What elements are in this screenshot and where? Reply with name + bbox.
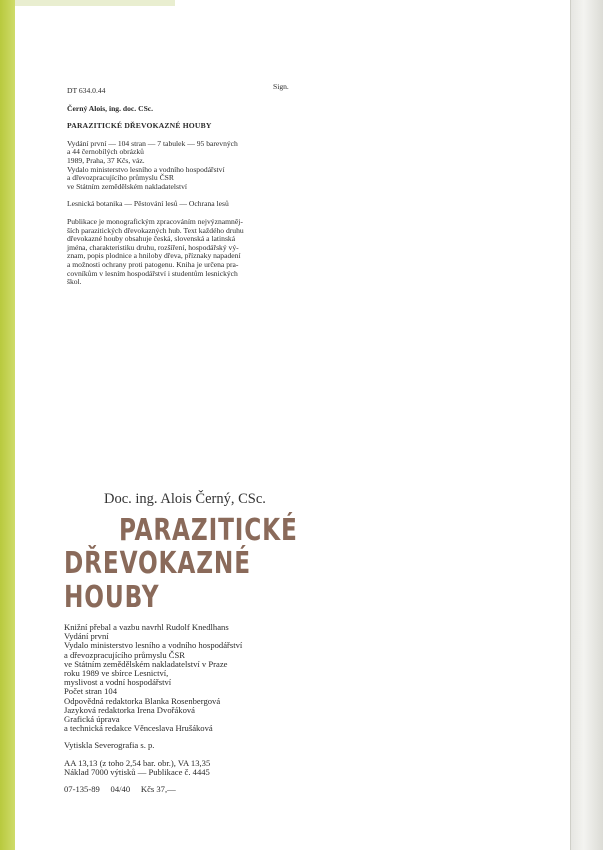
credit-line: Jazyková redaktorka Irena Dvořáková [64,704,195,715]
credits [64,623,364,794]
card-title: PARAZITICKÉ DŘEVOKAZNÉ HOUBY [67,121,212,131]
edition-line: Vydání první — 104 stran — 7 tabulek — 95 barevných [67,138,238,148]
credit-line: Knižní přebal a vazbu navrhl Rudolf Knedlhans [64,622,229,632]
imprint-section [64,491,364,794]
edition-line: Vydalo ministerstvo lesního a vodního hospodářství [67,164,225,174]
credit-line: Vydalo ministerstvo lesního a vodního hospodářství [64,640,243,651]
credit-line: a technická redakce Věnceslava Hrušáková [64,723,213,734]
card-author: Černý Alois, ing. doc. CSc. [67,103,154,113]
credit-line: roku 1989 ve sbírce Lesnictví, [64,668,169,679]
book-title-line-1: PARAZITICKÉ [119,513,298,548]
edition-line: a dřevozpracujícího průmyslu ČSR [67,173,174,183]
abstract-line: dřevokazné houby obsahuje česká, slovenská a latinská [67,234,236,244]
credit-line: Vydání první [64,631,109,642]
credit-line: Počet stran 104 [64,686,117,697]
subject-tags: Lesnická botanika — Pěstování lesů — Ochrana lesů [67,199,229,209]
catalog-code: DT 634.0.44 [67,86,106,95]
abstract-line: covníkům v lesním hospodářství i studentům lesnických [67,268,238,278]
footer-code: 07-135-89 04/40 Kčs 37,— [64,784,176,795]
edition-line: ve Státním zemědělském nakladatelství [67,181,187,191]
abstract [67,218,297,287]
abstract-line: Publikace je monografickým zpracováním nejvýznamněj- [67,216,243,226]
credit-line: Odpovědná redaktorka Blanka Rosenbergová [64,695,221,706]
edition-line: a 44 černobílých obrázků [67,147,144,157]
credit-line: Grafická úprava [64,714,120,725]
credit-line: ve Státním zemědělském nakladatelství v Praze [64,658,228,669]
stats-line: Náklad 7000 výtisků — Publikace č. 4445 [64,766,210,777]
book-title-line-2: DŘEVOKAZNÉ HOUBY [64,546,251,615]
stats-line: AA 13,13 (z toho 2,54 bar. obr.), VA 13,35 [64,757,211,768]
abstract-line: jména, charakteristiku druhu, rozšíření, hospodářský vý- [67,242,239,252]
imprint-author: Doc. ing. Alois Černý, CSc. [104,491,266,507]
book-cover-edge-left [0,0,15,850]
catalog-card [67,82,297,296]
abstract-line: a možnosti ochrany proti patogenu. Kniha je určena pra- [67,259,239,269]
book-cover-edge-top [15,0,175,6]
edition-line: 1989, Praha, 37 Kčs, váz. [67,155,145,165]
next-page-edge [570,0,603,850]
abstract-line: ších parazitických dřevokazných hub. Text každého druhu [67,225,244,235]
credit-line: a dřevozpracujícího průmyslu ČSR [64,649,186,660]
sign-label: Sign. [273,82,289,91]
edition-info [67,140,297,192]
abstract-line: znam, popis plodnice a hniloby dřeva, příznaky napadení [67,251,241,261]
credit-line: myslivost a vodní hospodářství [64,677,172,688]
abstract-line: škol. [67,277,82,287]
printer-line: Vytiskla Severografia s. p. [64,740,155,751]
